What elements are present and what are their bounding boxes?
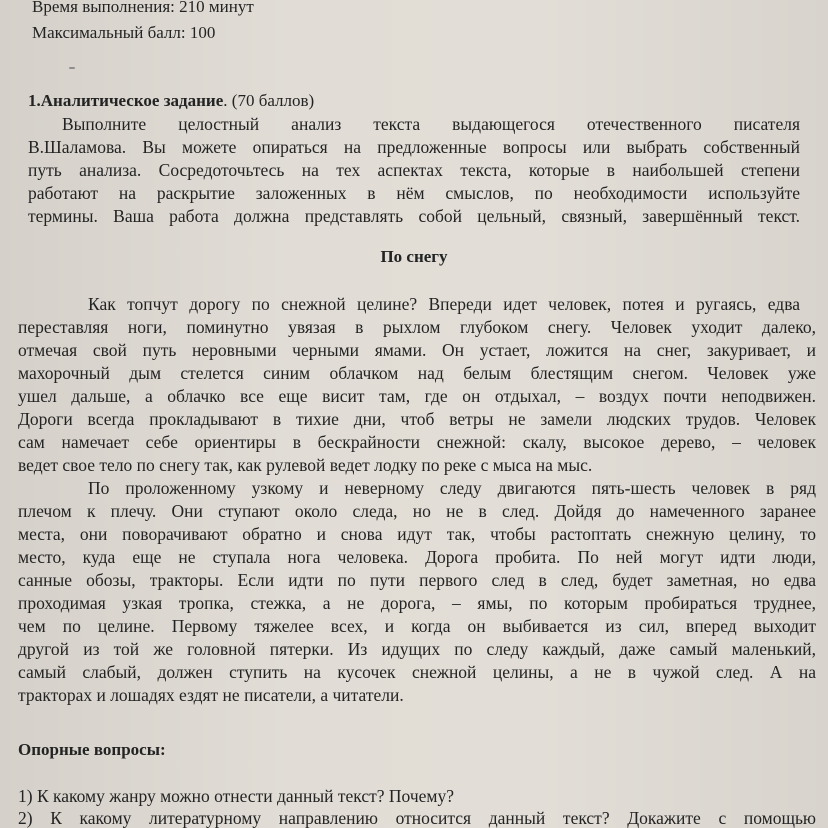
- story-line: переставляя ноги, поминутно увязая в рыхлом глубоком снегу. Человек уходит далеко,: [18, 317, 816, 337]
- task-title: 1.Аналитическое задание: [28, 91, 224, 110]
- story-line: махорочный дым стелется синим облачком над белым блестящим снегом. Человек уже: [18, 363, 816, 383]
- story-line: места, они поворачивают обратно и снова идут так, чтобы растоптать снежную целину, то: [18, 524, 816, 544]
- story-line: ушел дальше, а облачко все еще висит там, где он отдыхал, – воздух почти неподвижен.: [18, 386, 816, 406]
- question-item: 1) К какому жанру можно отнести данный текст? Почему?: [18, 786, 454, 806]
- story-line: самый слабый, должен ступить на кусочек снежной целины, а не в чужой след. А на: [18, 662, 816, 682]
- story-line: санные обозы, тракторы. Если идти по пути первого след в след, будет заметная, но едва: [18, 570, 816, 590]
- story-line: тракторах и лошадях ездят не писатели, а читатели.: [18, 685, 404, 705]
- story-line: ведет свое тело по снегу так, как рулевой ведет лодку по реке с мыса на мыс.: [18, 455, 593, 475]
- time-limit: Время выполнения: 210 минут: [32, 0, 254, 16]
- task-line: Выполните целостный анализ текста выдающегося отечественного писателя: [62, 114, 800, 134]
- story-line: место, куда еще не ступала нога человека. Дорога пробита. По ней могут идти люди,: [18, 547, 816, 567]
- story-line: другой из той же головной пятерки. Из идущих по следу каждый, даже самый маленький,: [18, 639, 816, 659]
- question-item: 2) К какому литературному направлению относится данный текст? Докажите с помощью: [18, 808, 816, 828]
- story-line: Как топчут дорогу по снежной целине? Впереди идет человек, потея и ругаясь, едва: [88, 294, 800, 314]
- pen-mark: [69, 67, 75, 69]
- story-line: отмечая свой путь неровными черными ямами. Он устает, ложится на снег, закуривает, и: [18, 340, 816, 360]
- story-line: чем по целине. Первому тяжелее всех, и когда он выбивается из сил, вперед выходит: [18, 616, 816, 636]
- story-line: Дороги всегда прокладывают в тихие дни, чтоб ветры не замели людских трудов. Человек: [18, 409, 816, 429]
- story-line: сам намечает себе ориентиры в бескрайности снежной: скалу, высокое дерево, – человек: [18, 432, 816, 452]
- story-line: плечом к плечу. Они ступают около следа, но не в след. Дойдя до намеченного заранее: [18, 501, 816, 521]
- task-line: работают на раскрытие заложенных в нём смыслов, по необходимости используйте: [28, 183, 800, 203]
- task-points: . (70 баллов): [223, 91, 315, 110]
- story-title: По снегу: [380, 247, 448, 266]
- task-line: путь анализа. Сосредоточьтесь на тех аспектах текста, которые в наибольшей степени: [28, 160, 800, 180]
- task-heading: [28, 90, 314, 112]
- story-line: проходимая узкая тропка, стежка, а не дорога, – ямы, по которым пробираться труднее,: [18, 593, 816, 613]
- questions-title: Опорные вопросы:: [18, 740, 166, 759]
- max-score: Максимальный балл: 100: [32, 23, 216, 42]
- task-line: термины. Ваша работа должна представлять собой цельный, связный, завершённый текст.: [28, 206, 800, 226]
- task-line: В.Шаламова. Вы можете опираться на предложенные вопросы или выбрать собственный: [28, 137, 800, 157]
- story-line: По проложенному узкому и неверному следу двигаются пять-шесть человек в ряд: [88, 478, 816, 498]
